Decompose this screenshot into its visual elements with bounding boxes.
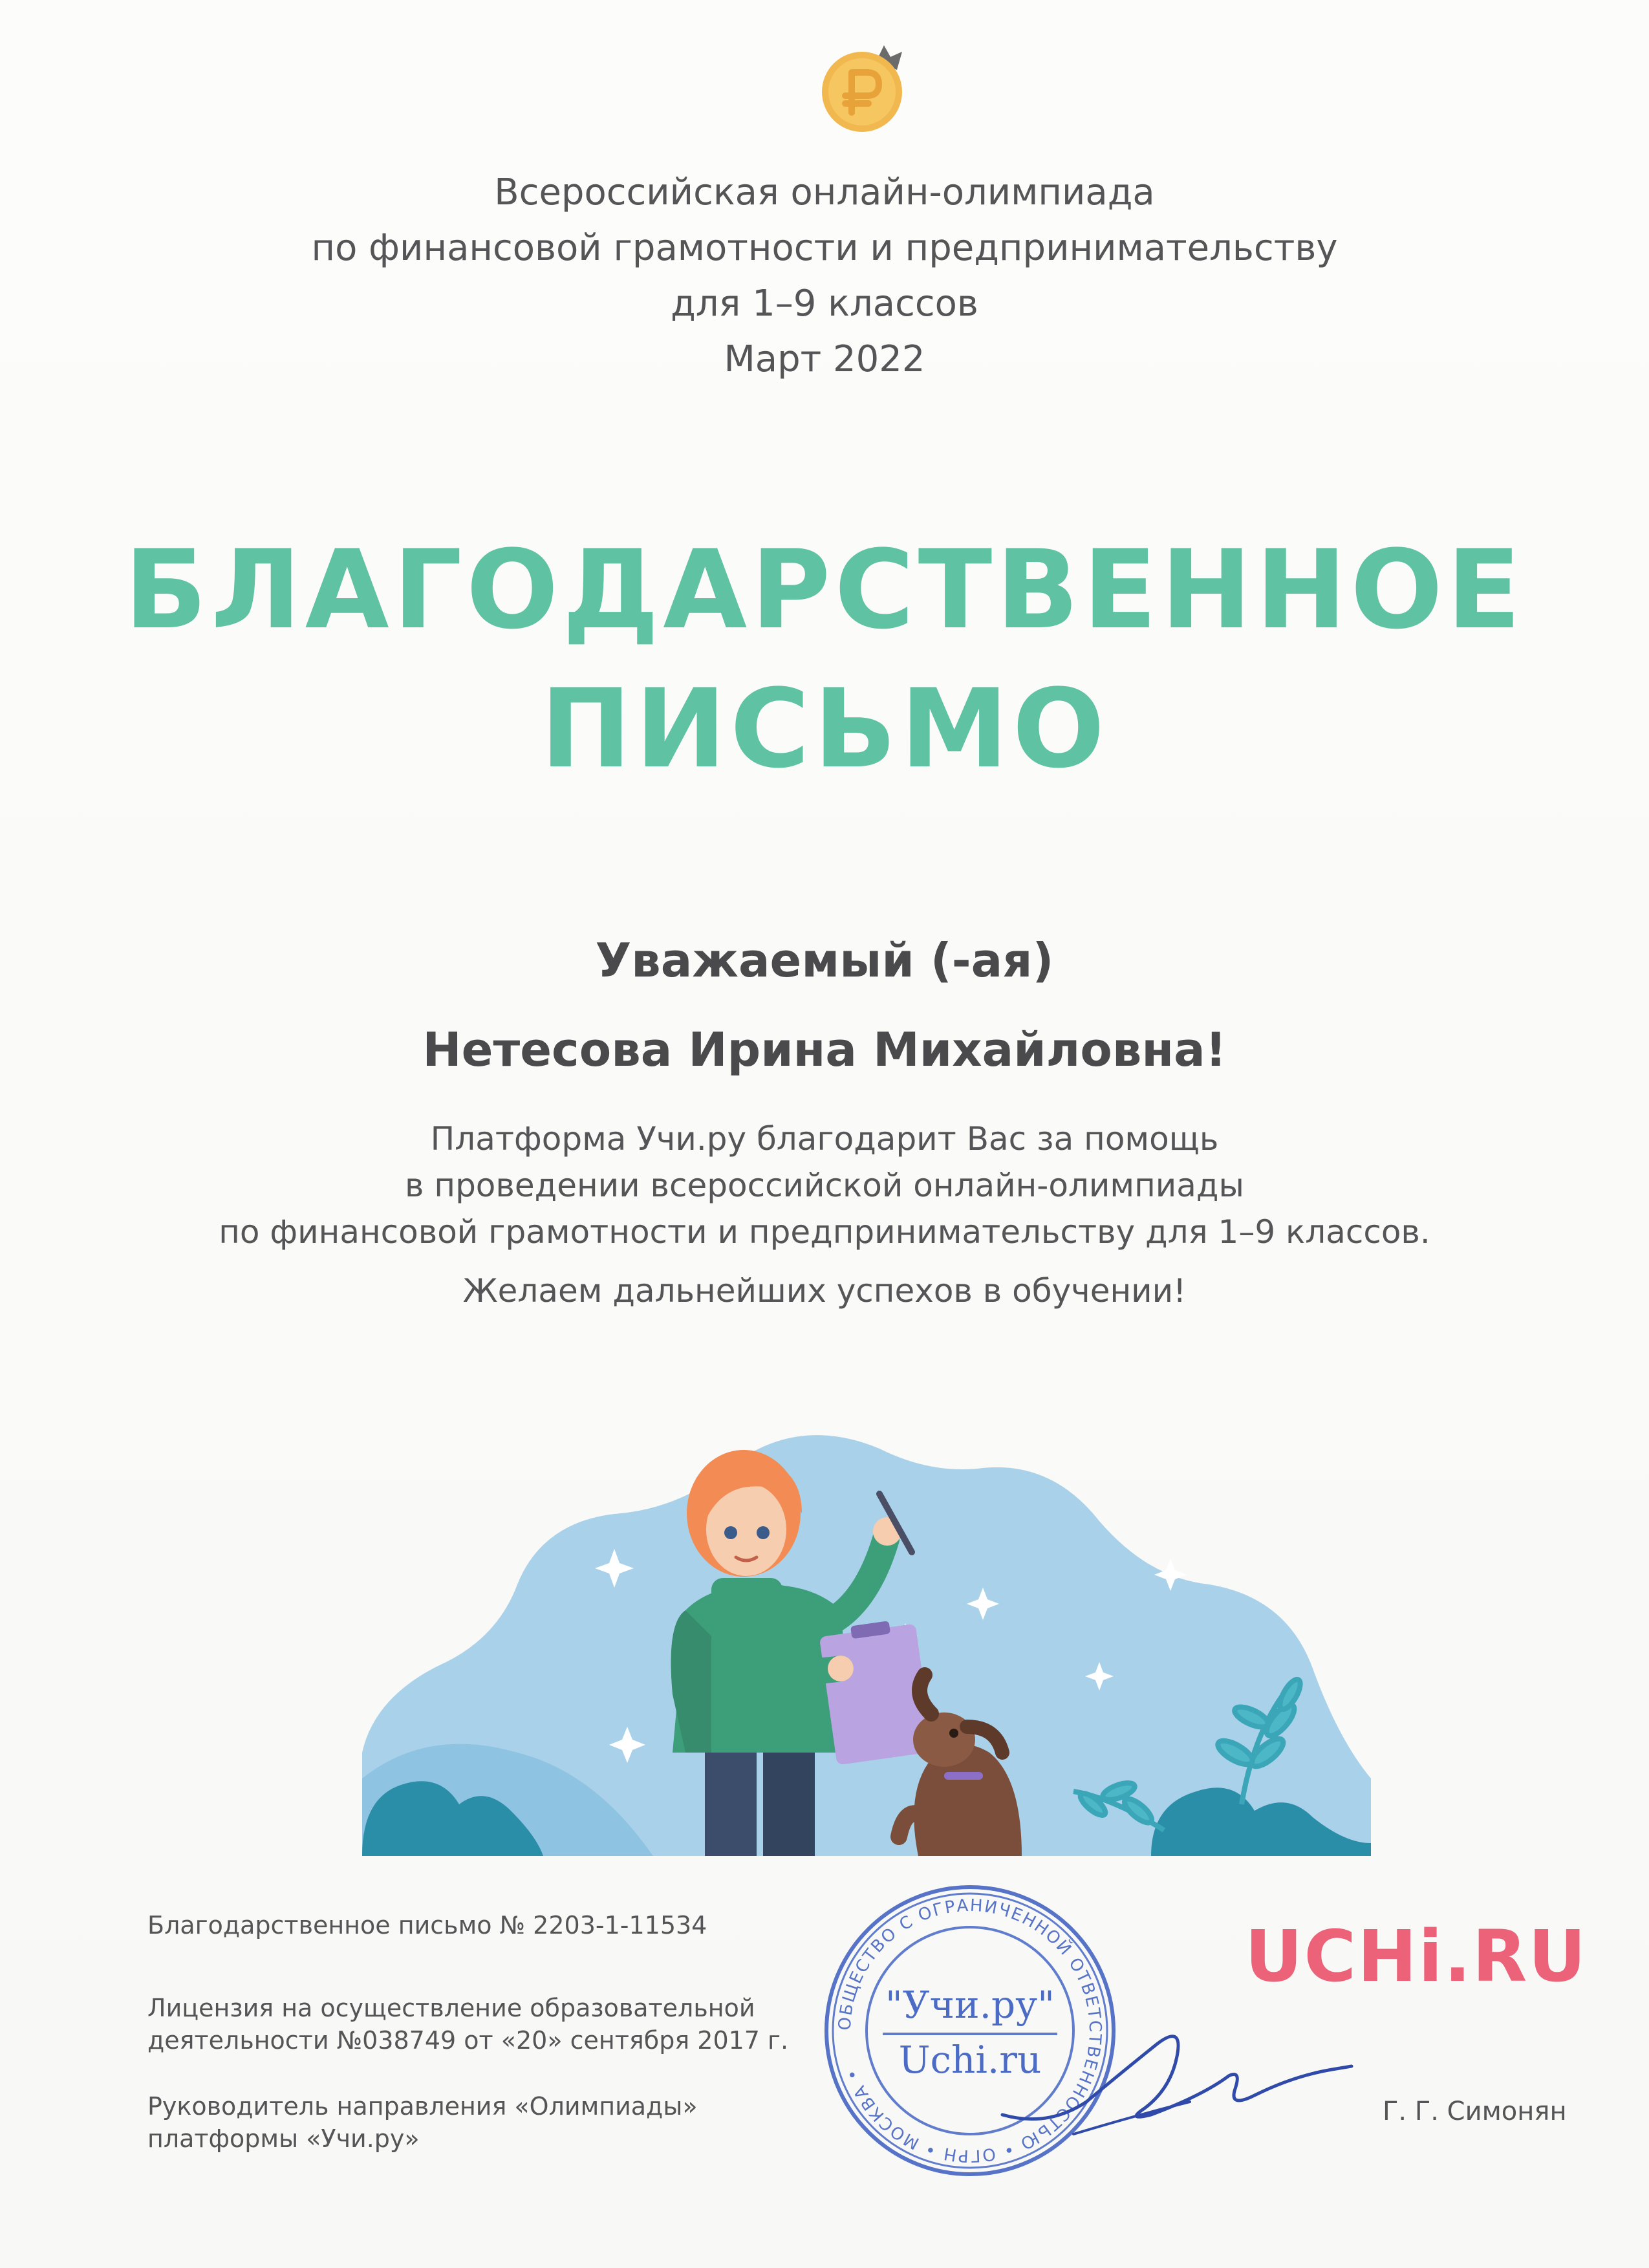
director-title <box>147 2090 698 2155</box>
header-line-1: Всероссийская онлайн-олимпиада <box>494 171 1155 213</box>
body-line-2: в проведении всероссийской онлайн-олимпиады <box>405 1167 1244 1204</box>
license-line-1: Лицензия на осуществление образовательной <box>147 1994 755 2022</box>
letter-body <box>0 1116 1649 1255</box>
olympiad-header <box>0 165 1649 387</box>
body-line-3: по финансовой грамотности и предпринимательству для 1–9 классов. <box>219 1213 1430 1251</box>
title-line-1: БЛАГОДАРСТВЕННОЕ <box>124 526 1525 653</box>
stamp-ring-text: ОБЩЕСТВО С ОГРАНИЧЕННОЙ ОТВЕТСТВЕННОСТЬЮ • ОГРН • МОСКВА • <box>835 1895 1105 2166</box>
director-line-2: платформы «Учи.ру» <box>147 2124 420 2153</box>
signer-name: Г. Г. Симонян <box>1383 2097 1567 2126</box>
document-title <box>0 521 1649 799</box>
stamp-inner-line-1: "Учи.ру" <box>885 1983 1055 2027</box>
director-line-1: Руководитель направления «Олимпиады» <box>147 2092 698 2121</box>
teacher-with-dog-illustration <box>349 1390 1384 1856</box>
ruble-coin-icon <box>812 32 921 136</box>
greeting: Уважаемый (-ая) <box>595 933 1054 988</box>
title-line-2: ПИСЬМО <box>540 665 1109 792</box>
stamp-inner-line-2: Uchi.ru <box>898 2038 1042 2082</box>
recipient-name: Нетесова Ирина Михайловна! <box>422 1022 1227 1077</box>
header-date: Март 2022 <box>724 338 925 380</box>
license-line-2: деятельности №038749 от «20» сентября 2017 г. <box>147 2026 789 2055</box>
header-line-2: по финансовой грамотности и предпринимательству <box>311 227 1338 269</box>
uchi-ru-logo: UCHi.RU <box>1245 1915 1588 1998</box>
body-line-1: Платформа Учи.ру благодарит Вас за помощь <box>430 1120 1219 1158</box>
handwritten-signature <box>996 2005 1358 2147</box>
header-line-3: для 1–9 классов <box>671 283 978 325</box>
license-info <box>147 1992 788 2057</box>
closing-wish: Желаем дальнейших успехов в обучении! <box>462 1272 1187 1310</box>
letter-number: Благодарственное письмо № 2203-1-11534 <box>147 1911 707 1939</box>
